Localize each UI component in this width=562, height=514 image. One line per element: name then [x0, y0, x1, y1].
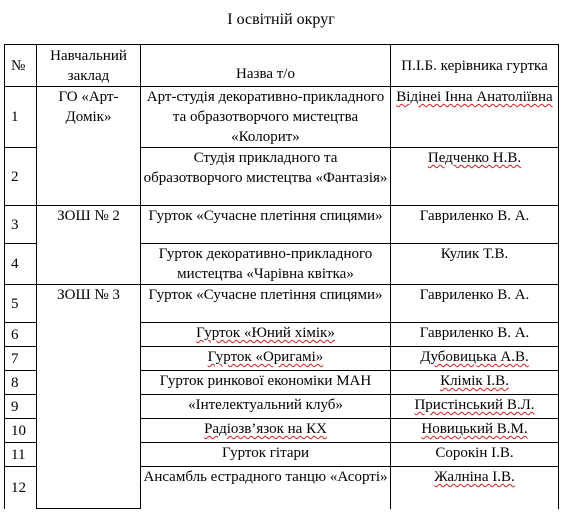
leader-name: Жалніна І.В.	[434, 469, 515, 485]
row-num: 3	[5, 206, 37, 244]
row-num: 4	[5, 244, 37, 285]
leader-name: Відінеі Інна Анатоліївна	[396, 89, 553, 105]
table-row	[5, 206, 559, 244]
header-group: Назва т/о	[141, 45, 391, 87]
group-cell	[141, 347, 391, 371]
header-school: Навчальний заклад	[37, 45, 141, 87]
table-row	[5, 87, 559, 148]
document-title: І освітній округ	[227, 11, 335, 28]
row-num: 5	[5, 285, 37, 323]
leader-cell	[391, 371, 559, 395]
group-cell: Гурток «Сучасне плетіння спицями»	[141, 206, 391, 244]
leader-cell: Гавриленко В. А.	[391, 323, 559, 347]
table-row	[5, 285, 559, 323]
leader-cell	[391, 467, 559, 509]
group-cell	[141, 419, 391, 443]
leader-cell	[391, 148, 559, 206]
leader-name: Новицький В.М.	[421, 421, 528, 437]
group-cell: Гурток «Сучасне плетіння спицями»	[141, 285, 391, 323]
table-header-row	[5, 45, 559, 87]
leader-cell	[391, 87, 559, 148]
leader-cell: Кулик Т.В.	[391, 244, 559, 285]
leader-cell	[391, 419, 559, 443]
clubs-table	[4, 44, 559, 509]
group-cell: Ансамбль естрадного танцю «Асорті»	[141, 467, 391, 509]
leader-cell: Гавриленко В. А.	[391, 285, 559, 323]
row-num: 8	[5, 371, 37, 395]
school-cell	[37, 285, 141, 509]
leader-cell: Гавриленко В. А.	[391, 206, 559, 244]
group-name: Радіозв’язок на КХ	[204, 421, 327, 437]
leader-cell	[391, 347, 559, 371]
row-num: 11	[5, 443, 37, 467]
group-name: Гурток «Оригамі»	[207, 349, 324, 365]
group-cell: Гурток гітари	[141, 443, 391, 467]
row-num: 1	[5, 87, 37, 148]
leader-cell: Сорокін І.В.	[391, 443, 559, 467]
group-cell: Гурток декоративно-прикладного мистецтва «Чарівна квітка»	[141, 244, 391, 285]
row-num: 10	[5, 419, 37, 443]
leader-name: Дубовицька А.В.	[420, 349, 529, 365]
group-cell: Гурток ринкової економіки МАН	[141, 371, 391, 395]
leader-cell	[391, 395, 559, 419]
row-num: 12	[5, 467, 37, 509]
group-cell: «Інтелектуальний клуб»	[141, 395, 391, 419]
leader-name: Пристінський В.Л.	[414, 397, 535, 413]
row-num: 7	[5, 347, 37, 371]
school-name: ЗОШ № 2	[57, 208, 120, 224]
school-name: ГО «Арт-Домік»	[58, 89, 119, 125]
row-num: 9	[5, 395, 37, 419]
header-num: №	[5, 45, 37, 87]
school-cell	[37, 206, 141, 285]
header-leader: П.І.Б. керівника гуртка	[391, 45, 559, 87]
row-num: 2	[5, 148, 37, 206]
leader-name: Клімік І.В.	[440, 373, 509, 389]
group-name: Гурток «Юний хімік»	[196, 325, 335, 341]
school-cell	[37, 87, 141, 206]
group-cell	[141, 323, 391, 347]
group-cell: Студія прикладного та образотворчого мистецтва «Фантазія»	[141, 148, 391, 206]
leader-name: Педченко Н.В.	[427, 150, 522, 166]
row-num: 6	[5, 323, 37, 347]
school-name: ЗОШ № 3	[57, 287, 120, 303]
group-cell: Арт-студія декоративно-прикладного та образотворчого мистецтва «Колорит»	[141, 87, 391, 148]
